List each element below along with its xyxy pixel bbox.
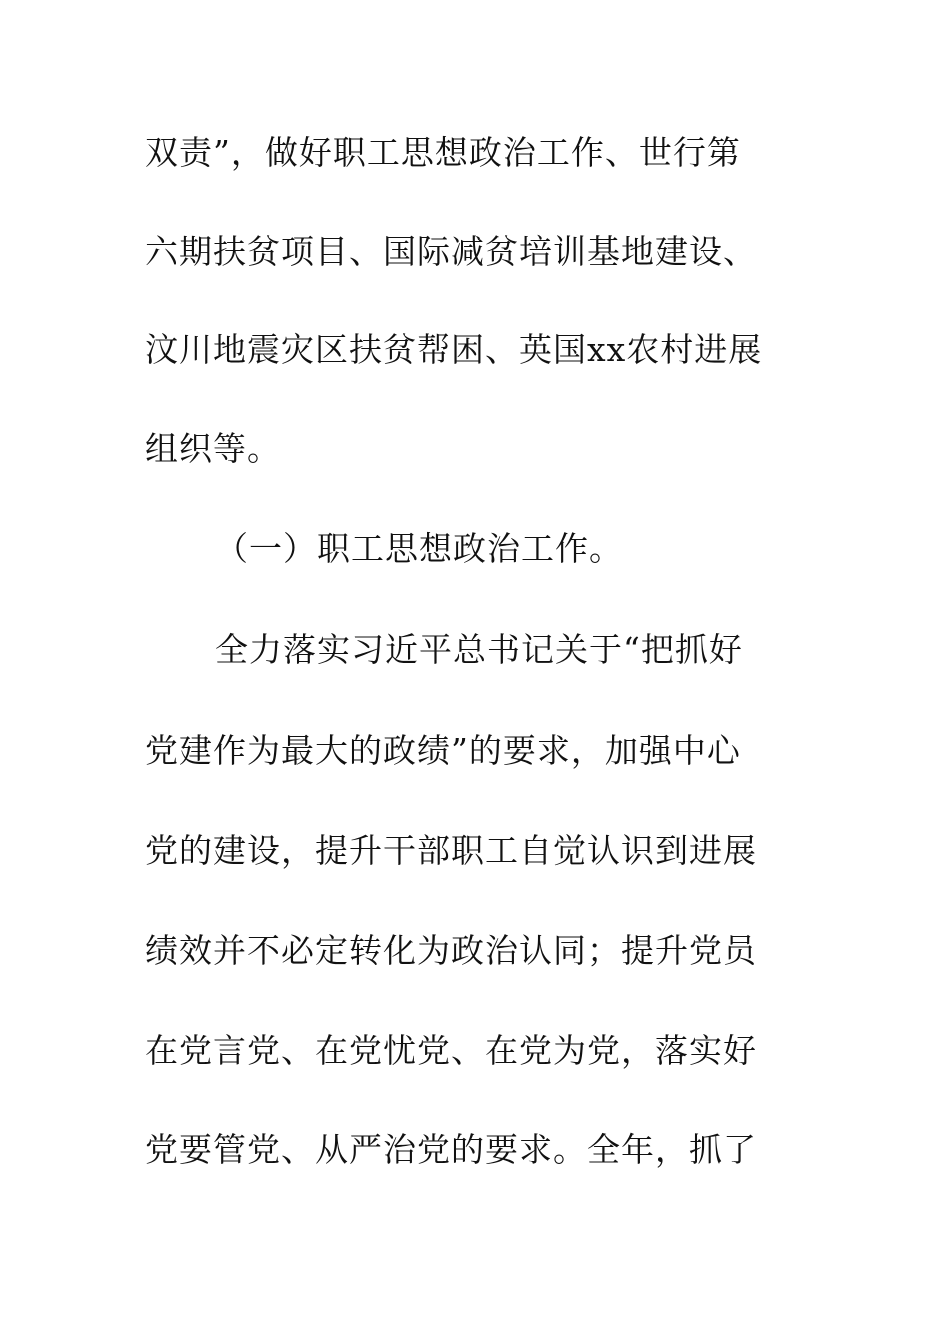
text-line: 组织等。	[145, 429, 281, 468]
text-line: 党的建设，提升干部职工自觉认识到进展	[145, 831, 757, 870]
text-line: 双责”，做好职工思想政治工作、世行第	[145, 133, 741, 172]
text-line: 在党言党、在党忧党、在党为党，落实好	[145, 1031, 757, 1070]
text-line: 汶川地震灾区扶贫帮困、英国xx农村进展	[145, 330, 763, 369]
text-line: 党建作为最大的政绩”的要求，加强中心	[145, 731, 741, 770]
text-line: 党要管党、从严治党的要求。全年，抓了	[145, 1130, 757, 1169]
paragraph-first-line: 全力落实习近平总书记关于“把抓好	[215, 630, 743, 669]
text-line: 六期扶贫项目、国际减贫培训基地建设、	[145, 232, 757, 271]
text-line: 绩效并不必定转化为政治认同；提升党员	[145, 931, 757, 970]
section-heading: （一）职工思想政治工作。	[215, 529, 623, 568]
